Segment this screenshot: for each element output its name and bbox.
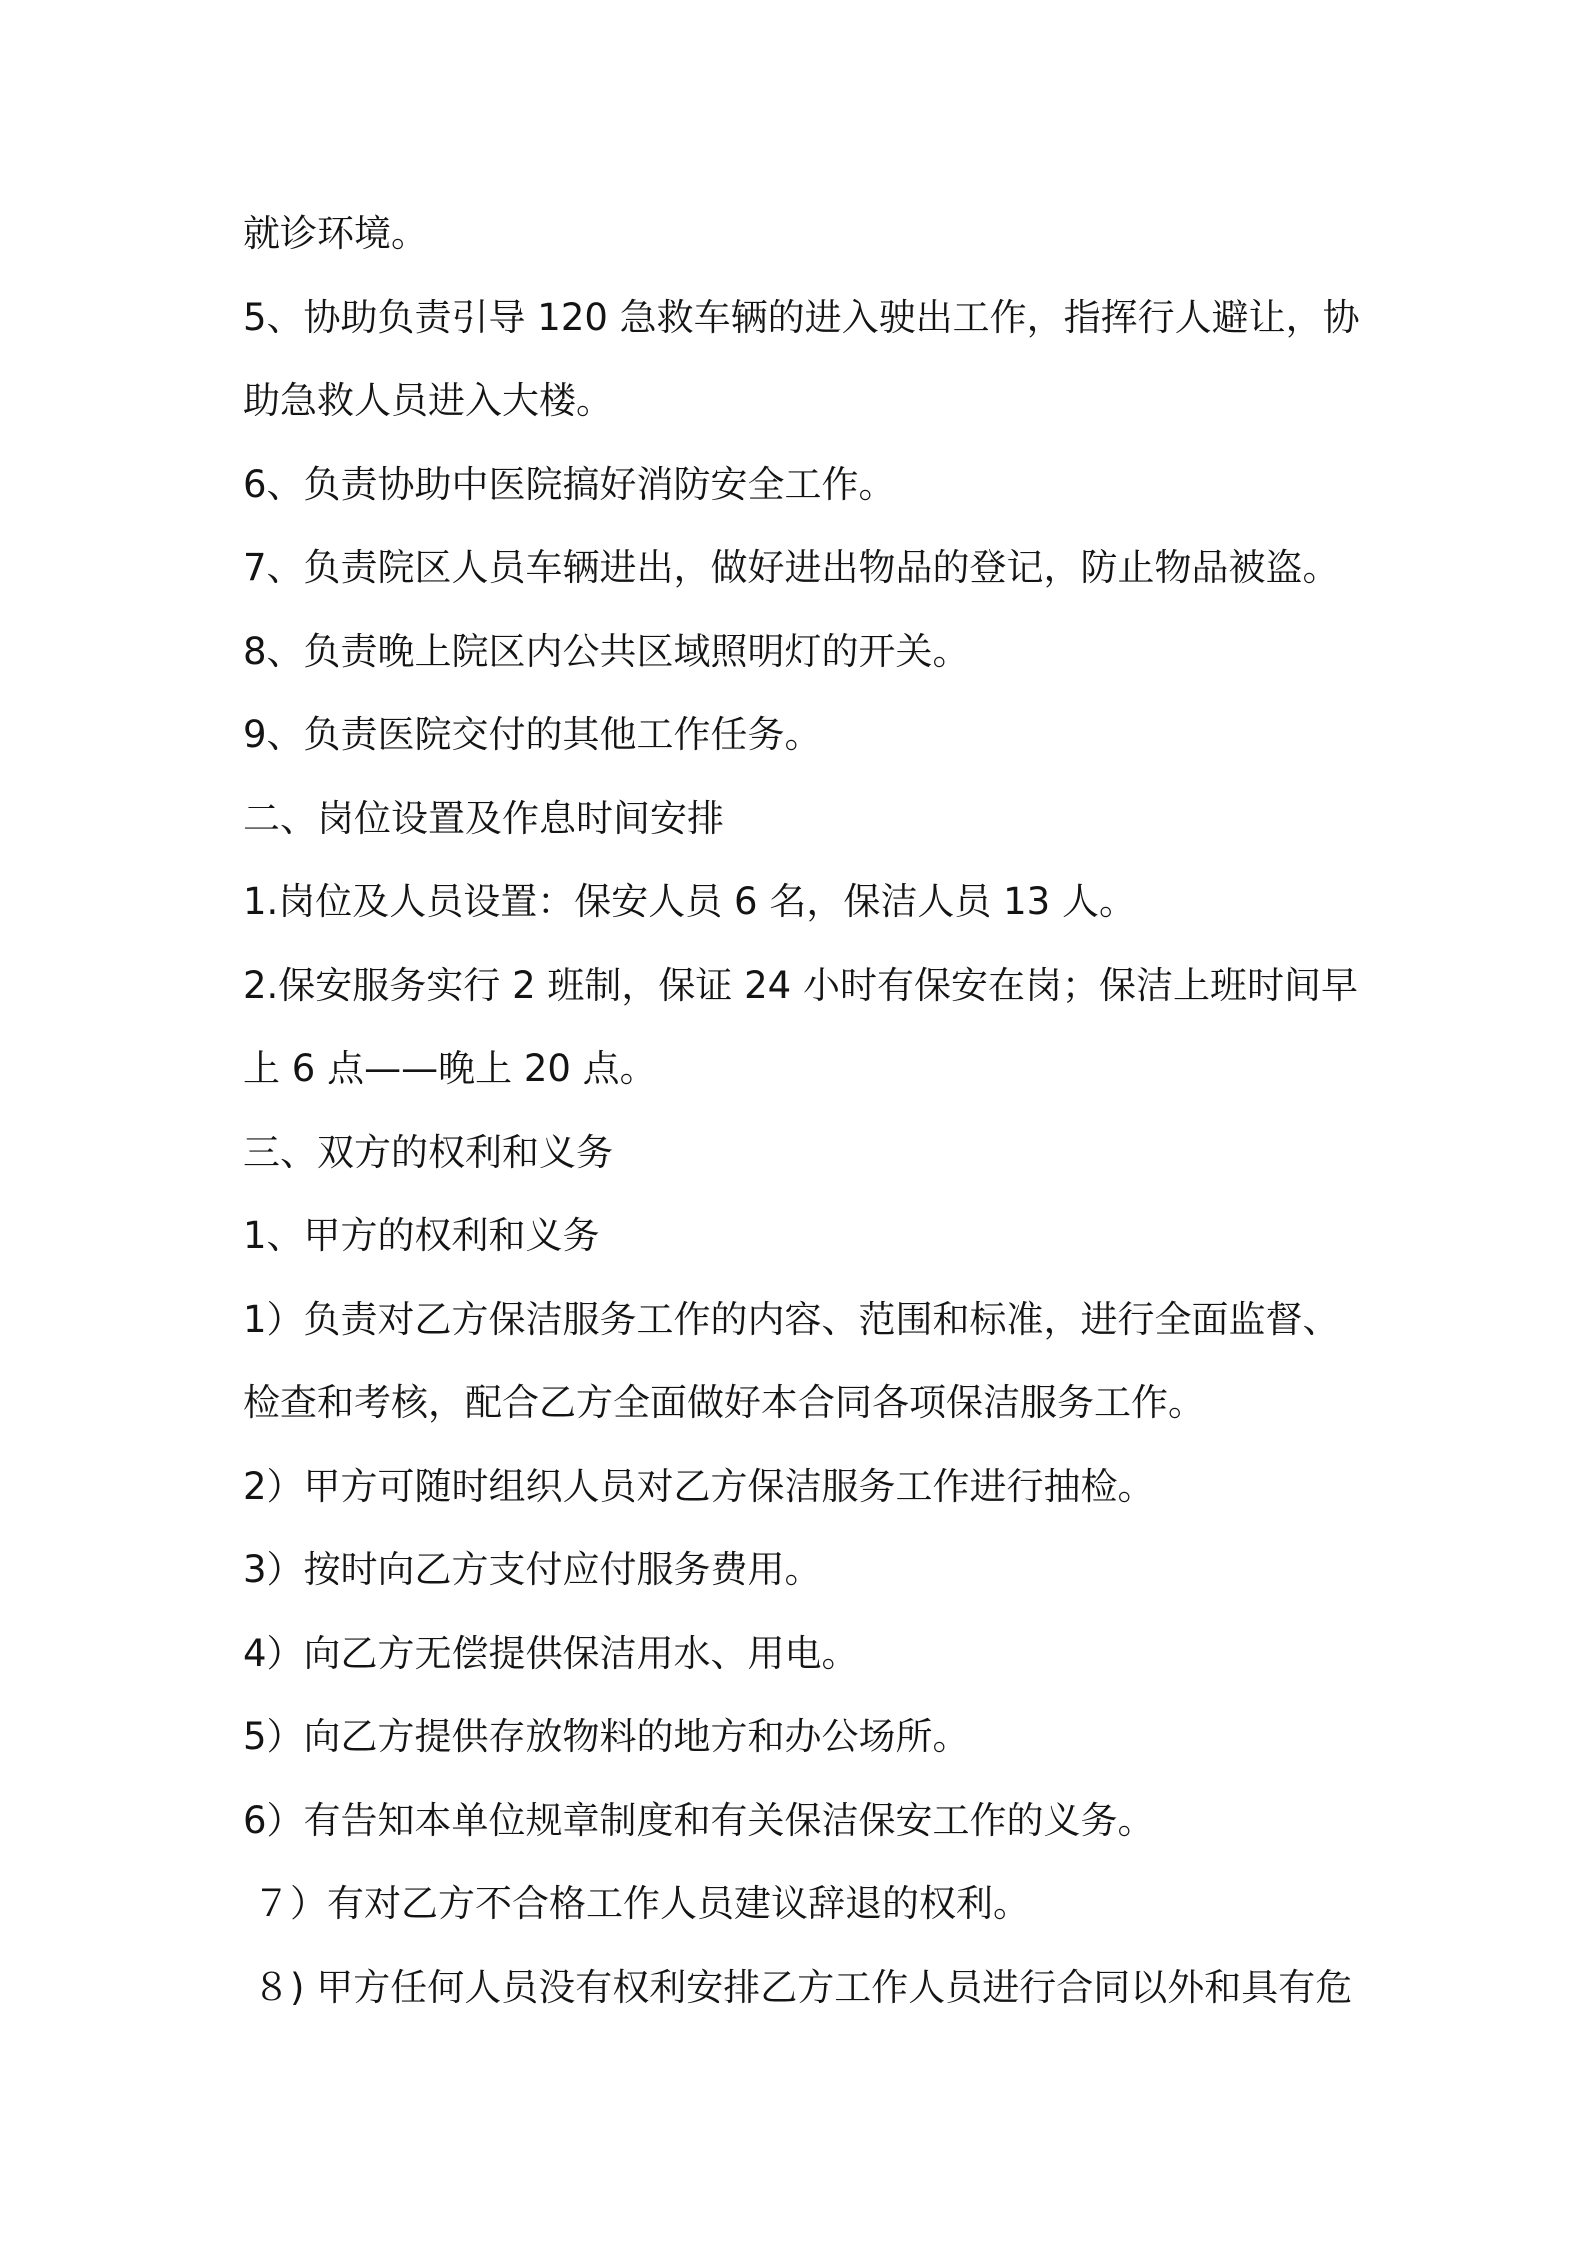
- text-line: 检查和考核，配合乙方全面做好本合同各项保洁服务工作。: [243, 1381, 1205, 1424]
- text-line: 1）负责对乙方保洁服务工作的内容、范围和标准，进行全面监督、: [243, 1297, 1340, 1341]
- text-line: 2）甲方可随时组织人员对乙方保洁服务工作进行抽检。: [243, 1464, 1155, 1508]
- text-line: 2.保安服务实行 2 班制，保证 24 小时有保安在岗；保洁上班时间早: [243, 963, 1358, 1007]
- text-line: 上 6 点——晚上 20 点。: [243, 1047, 657, 1090]
- text-line: ７）有对乙方不合格工作人员建议辞退的权利。: [253, 1882, 1030, 1925]
- section-heading: 二、岗位设置及作息时间安排: [243, 796, 724, 840]
- subsection-heading: 1、甲方的权利和义务: [243, 1214, 600, 1257]
- text-line: 6、负责协助中医院搞好消防安全工作。: [243, 462, 896, 506]
- text-line: ８) 甲方任何人员没有权利安排乙方工作人员进行合同以外和具有危: [253, 1965, 1353, 2009]
- text-line: 助急救人员进入大楼。: [243, 379, 613, 422]
- text-line: 4）向乙方无偿提供保洁用水、用电。: [243, 1631, 859, 1675]
- text-line: 5）向乙方提供存放物料的地方和办公场所。: [243, 1715, 970, 1758]
- text-line: 7、负责院区人员车辆进出，做好进出物品的登记，防止物品被盗。: [243, 546, 1340, 589]
- text-line: 6）有告知本单位规章制度和有关保洁保安工作的义务。: [243, 1798, 1155, 1842]
- section-heading: 三、双方的权利和义务: [243, 1130, 613, 1174]
- text-line: 5、协助负责引导 120 急救车辆的进入驶出工作，指挥行人避让，协: [243, 295, 1360, 339]
- text-line: 就诊环境。: [243, 212, 428, 255]
- text-line: 3）按时向乙方支付应付服务费用。: [243, 1548, 822, 1591]
- text-line: 1.岗位及人员设置：保安人员 6 名，保洁人员 13 人。: [243, 880, 1136, 923]
- text-line: 8、负责晚上院区内公共区域照明灯的开关。: [243, 629, 970, 673]
- text-line: 9、负责医院交付的其他工作任务。: [243, 713, 822, 756]
- document-body: [243, 192, 1363, 2029]
